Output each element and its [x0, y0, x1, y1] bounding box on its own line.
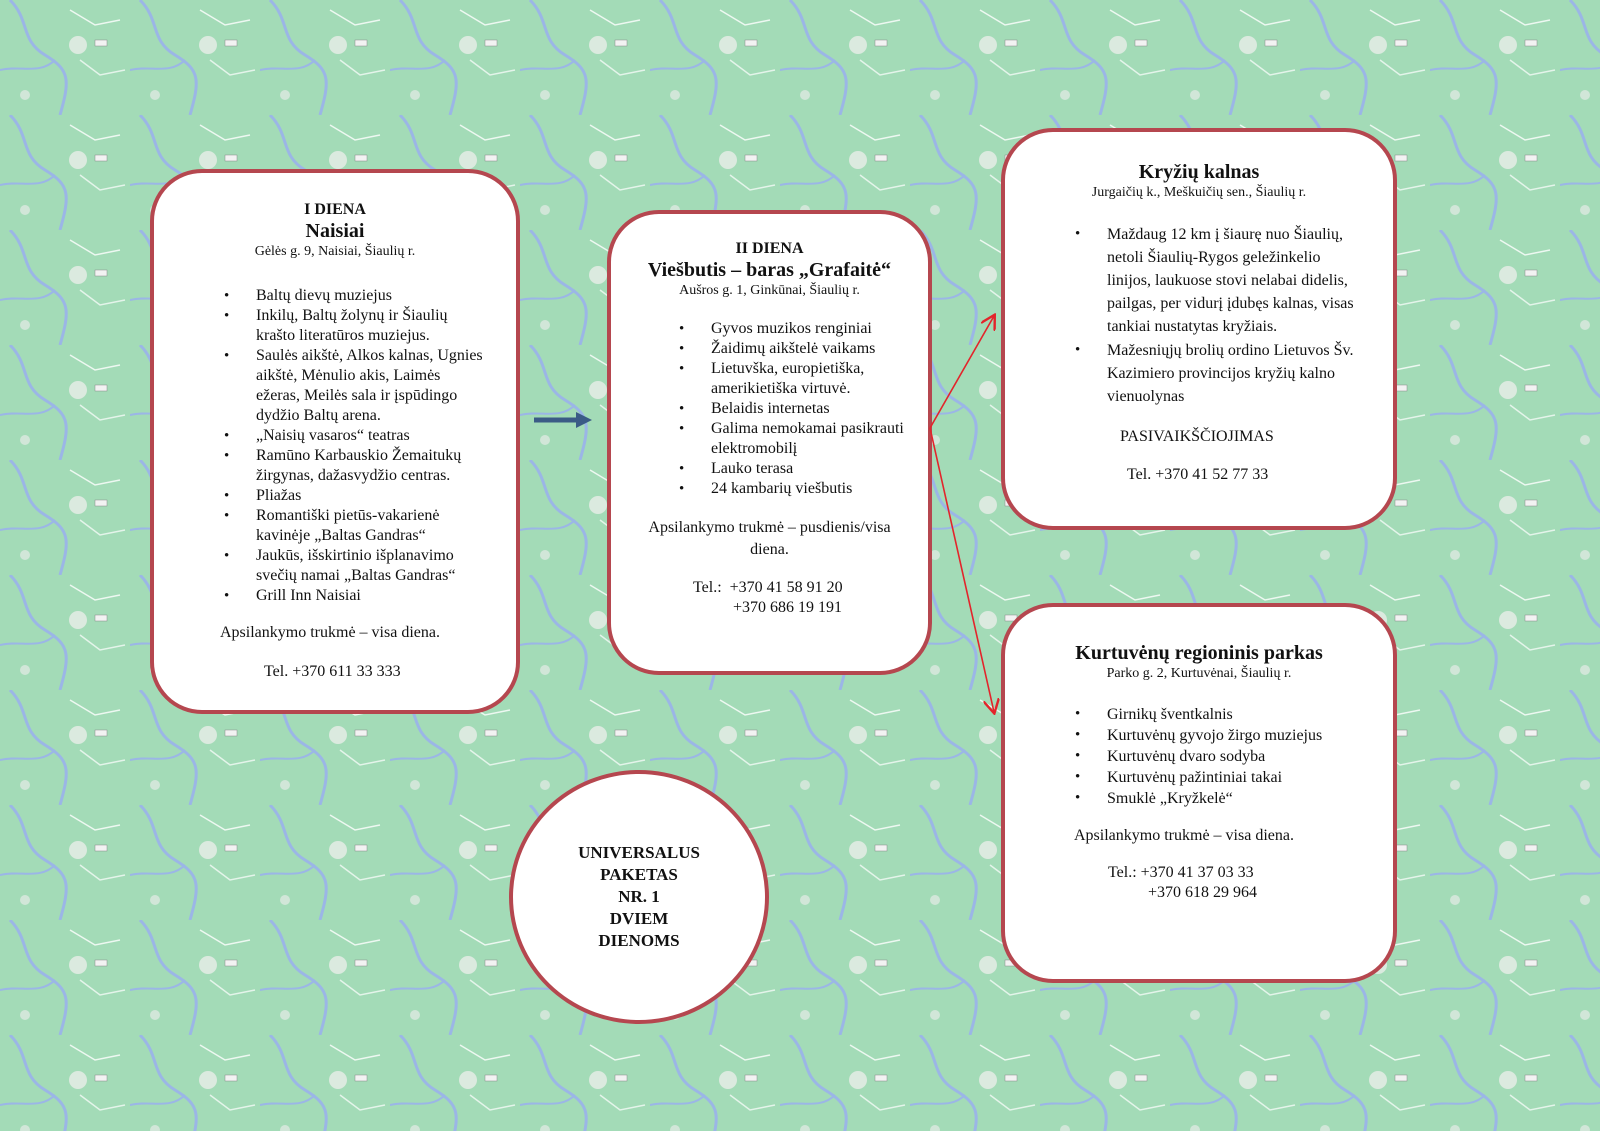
day1-card	[150, 169, 520, 714]
day2-duration: Apsilankymo trukmė – pusdienis/visa diena.	[648, 519, 891, 558]
list-item: • Saulės aikštė, Alkos kalnas, Ugnies aikštė, Mėnulio akis, Laimės ežeras, Meilės sala ir įspūdingo dydžio Baltų arena.	[256, 346, 486, 426]
day1-phone: Tel. +370 611 33 333	[264, 663, 401, 680]
list-item: • Jaukūs, išskirtinio išplanavimo svečių namai „Baltas Gandras“	[256, 546, 486, 586]
day1-address: Gėlės g. 9, Naisiai, Šiaulių r.	[254, 244, 416, 259]
package-line: DVIEM	[609, 909, 669, 928]
park-title: Kurtuvėnų regioninis parkas	[1075, 642, 1323, 664]
park-duration: Apsilankymo trukmė – visa diena.	[1074, 827, 1294, 844]
list-item: • „Naisių vasaros“ teatras	[256, 426, 486, 446]
list-item: • Inkilų, Baltų žolynų ir Šiaulių krašto literatūros muziejus.	[256, 306, 486, 346]
list-item: • Maždaug 12 km į šiaurę nuo Šiaulių, netoli Šiaulių-Rygos geležinkelio linijos, laukuose stovi nelabai didelis, pailgas, per vidurį įdubęs kalnas, visas tankiai nustatytas kryžiais.	[1107, 223, 1363, 338]
package-line: NR. 1	[618, 887, 660, 906]
day2-title: Viešbutis – baras „Grafaitė“	[647, 259, 892, 281]
day2-label: II DIENA	[735, 240, 804, 257]
day2-phone: Tel.: +370 41 58 91 20 +370 686 19 191	[693, 579, 843, 616]
list-item: • Baltų dievų muziejus	[256, 286, 486, 306]
list-item: • Grill Inn Naisiai	[256, 586, 486, 606]
day2-card	[607, 210, 932, 675]
day2-list	[611, 319, 928, 499]
day1-list	[154, 286, 516, 606]
park-address: Parko g. 2, Kurtuvėnai, Šiaulių r.	[1106, 666, 1292, 681]
package-badge	[509, 770, 769, 1024]
list-item: • Pliažas	[256, 486, 486, 506]
regional-park-card	[1001, 603, 1397, 983]
list-item: • Kurtuvėnų gyvojo žirgo muziejus	[1107, 725, 1373, 746]
list-item: • Kurtuvėnų pažintiniai takai	[1107, 767, 1373, 788]
day2-address: Aušros g. 1, Ginkūnai, Šiaulių r.	[679, 283, 860, 298]
day1-label: I DIENA	[304, 201, 366, 218]
hill-walk-label: PASIVAIKŠČIOJIMAS	[1120, 428, 1274, 445]
list-item: • Smuklė „Kryžkelė“	[1107, 788, 1373, 809]
package-line: PAKETAS	[600, 865, 678, 884]
hill-phone: Tel. +370 41 52 77 33	[1127, 466, 1269, 483]
package-line: UNIVERSALUS	[578, 843, 700, 862]
list-item: • Gyvos muzikos renginiai	[711, 319, 913, 339]
hill-list	[1005, 223, 1393, 408]
list-item: • Ramūno Karbauskio Žemaitukų žirgynas, dažasvydžio centras.	[256, 446, 486, 486]
day1-duration: Apsilankymo trukmė – visa diena.	[220, 624, 440, 641]
list-item: • Mažesniųjų brolių ordino Lietuvos Šv. Kazimiero provincijos kryžių kalno vienuolynas	[1107, 339, 1363, 408]
list-item: • Romantiški pietūs-vakarienė kavinėje „Baltas Gandras“	[256, 506, 486, 546]
list-item: • Girnikų šventkalnis	[1107, 704, 1373, 725]
day1-title: Naisiai	[305, 220, 365, 242]
list-item: • Lietuvška, europietiška, amerikietiška virtuvė.	[711, 359, 913, 399]
list-item: • 24 kambarių viešbutis	[711, 479, 913, 499]
list-item: • Žaidimų aikštelė vaikams	[711, 339, 913, 359]
park-phone: Tel.: +370 41 37 03 33 +370 618 29 964	[1108, 864, 1258, 901]
hill-of-crosses-card	[1001, 128, 1397, 530]
park-list	[1005, 704, 1393, 809]
list-item: • Galima nemokamai pasikrauti elektromobilį	[711, 419, 913, 459]
list-item: • Lauko terasa	[711, 459, 913, 479]
hill-title: Kryžių kalnas	[1138, 161, 1260, 183]
package-line: DIENOMS	[598, 931, 680, 950]
list-item: • Belaidis internetas	[711, 399, 913, 419]
list-item: • Kurtuvėnų dvaro sodyba	[1107, 746, 1373, 767]
hill-address: Jurgaičių k., Meškuičių sen., Šiaulių r.	[1091, 185, 1307, 200]
